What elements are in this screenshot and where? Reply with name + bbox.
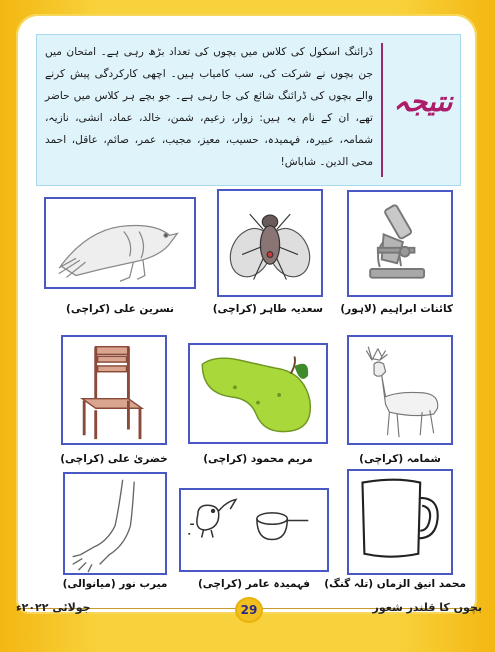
caption-4: شمامہ (کراچی)	[359, 453, 441, 465]
drawing-card-deer[interactable]	[347, 335, 453, 445]
drawing-card-mug[interactable]	[347, 469, 453, 575]
drawing-card-fly[interactable]	[217, 189, 323, 297]
arm-drawing-icon	[65, 474, 165, 573]
drawing-card-chair[interactable]	[61, 335, 167, 445]
caption-3: نسرین علی (کراچی)	[66, 303, 174, 315]
page-number-badge: 29	[235, 597, 263, 623]
deer-drawing-icon	[349, 337, 451, 443]
fly-drawing-icon	[219, 191, 321, 295]
info-divider	[381, 43, 383, 177]
mug-drawing-icon	[349, 471, 451, 573]
drawing-card-pear[interactable]	[188, 343, 328, 444]
caption-5: مریم محمود (کراچی)	[203, 453, 313, 465]
caption-9: میرب نور (میانوالی)	[62, 578, 168, 590]
drawing-card-bird[interactable]	[44, 197, 196, 289]
caption-7: محمد انیق الزماں (تلہ گنگ)	[324, 578, 466, 590]
chair-drawing-icon	[63, 337, 165, 443]
caption-1: کائنات ابراہیم (لاہور)	[340, 303, 453, 315]
caption-6: خضریٰ علی (کراچی)	[60, 453, 168, 465]
bird-and-pot-drawing-icon	[181, 490, 327, 570]
drawing-card-microscope[interactable]	[347, 190, 453, 297]
drawing-card-arm[interactable]	[63, 472, 167, 575]
result-description: ڈرائنگ اسکول کی کلاس میں بچوں کی تعداد بڑھ رہی ہے۔ امتحان میں جن بچوں نے شرکت کی، سب کامیاب ہیں۔ اچھی کارکردگی پیش کرنے والے بچوں کی ڈرائنگ شائع کی جا رہی ہے۔ جو بچے ہر کلاس میں حاضر تھے، ان کے نام یہ ہیں: زوار، زعیم، شمن، خالد، عماد، انشی، نازیہ، شمامہ، عبیرہ، فہمیدہ، حسیب، معیز، مجیب، عمر، صائم، عاقل، احمد محی الدین۔ شاباش!	[45, 46, 373, 168]
pear-drawing-icon	[190, 345, 326, 442]
footer-magazine-name: بچوں کا قلندر شعور	[372, 601, 482, 614]
result-info-box	[36, 34, 461, 186]
bird-drawing-icon	[46, 199, 194, 287]
caption-2: سعدیہ طاہر (کراچی)	[212, 303, 323, 315]
caption-8: فہمیدہ عامر (کراچی)	[197, 578, 311, 590]
drawing-card-bird-and-pot[interactable]	[179, 488, 329, 572]
microscope-drawing-icon	[349, 192, 451, 295]
footer-issue-date: جولائی ۲۰۲۲ء	[16, 601, 91, 614]
result-title: نتیجہ	[393, 85, 453, 118]
